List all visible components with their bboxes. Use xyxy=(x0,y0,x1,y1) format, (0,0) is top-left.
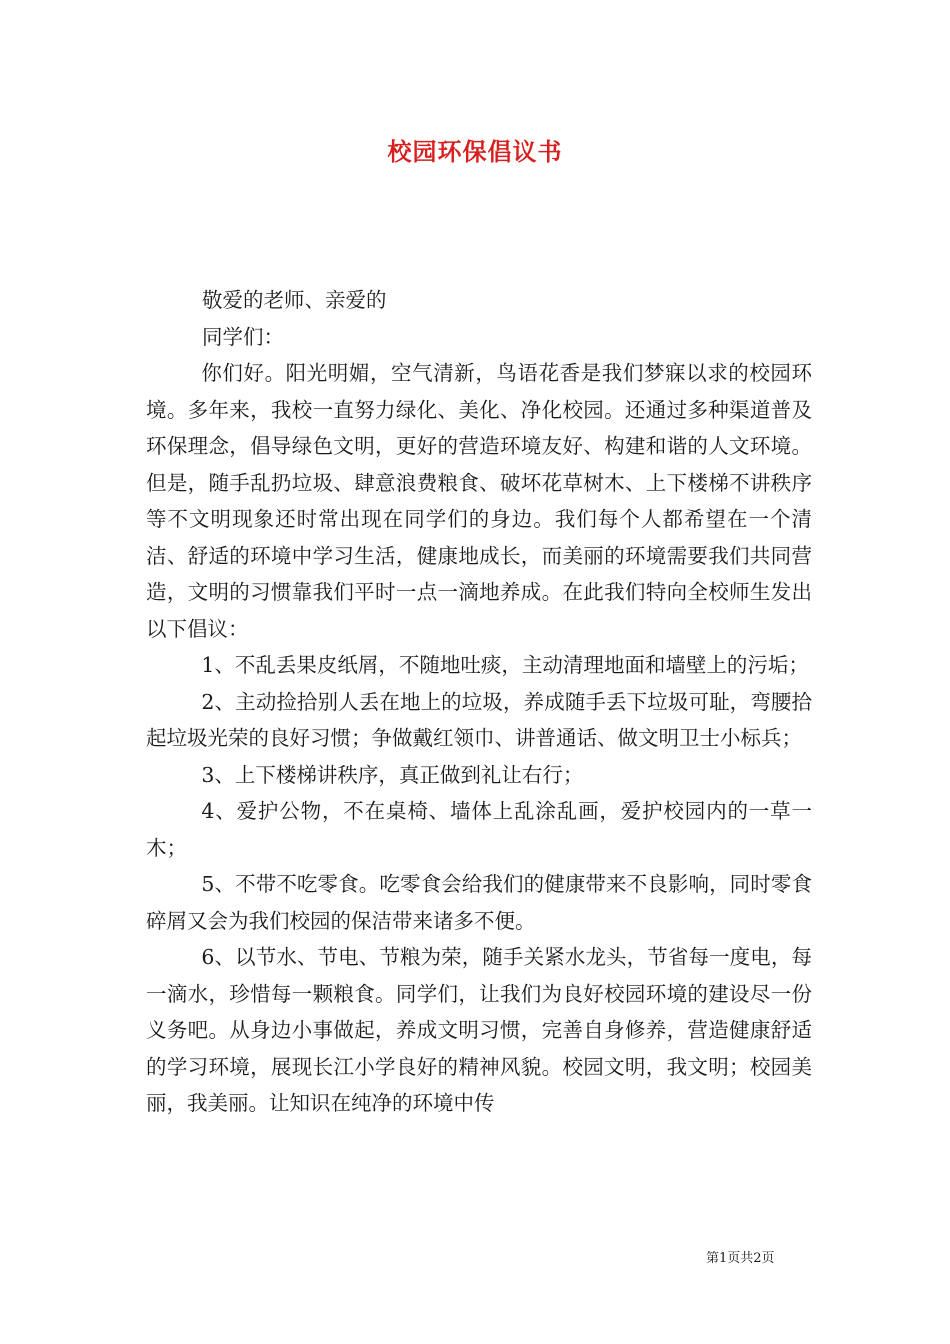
proposal-item-3: 3、上下楼梯讲秩序，真正做到礼让右行； xyxy=(201,762,584,787)
paragraph-intro: 你们好。阳光明媚，空气清新，鸟语花香是我们梦寐以求的校园环境。多年来，我校一直努力绿化、美化、净化校园。还通过多种渠道普及环保理念，倡导绿色文明，更好的营造环境友好、构建和谐的人文环境。但是，随手乱扔垃圾、肆意浪费粮食、破坏花草树木、上下楼梯不讲秩序等不文明现象还时常出现在同学们的身边。我们每个人都希望在一个清洁、舒适的环境中学习生活，健康地成长，而美丽的环境需要我们共同营造，文明的习惯靠我们平时一点一滴地养成。在此我们特向全校师生发出以下倡议： xyxy=(146,361,812,641)
document-title: 校园环保倡议书 xyxy=(387,137,563,166)
salutation-line-2: 同学们： xyxy=(202,324,284,349)
proposal-item-1: 1、不乱丢果皮纸屑，不随地吐痰，主动清理地面和墙壁上的污垢； xyxy=(201,653,809,677)
document-body xyxy=(146,282,812,1122)
proposal-item-2: 2、主动捡拾别人丢在地上的垃圾，养成随手丢下垃圾可耻，弯腰拾起垃圾光荣的良好习惯；争做戴红领巾、讲普通话、做文明卫士小标兵； xyxy=(146,689,812,750)
page-indicator: 第1页共2页 xyxy=(706,1251,775,1266)
proposal-item-6: 6、以节水、节电、节粮为荣，随手关紧水龙头，节省每一度电，每一滴水，珍惜每一颗粮食。同学们，让我们为良好校园环境的建设尽一份义务吧。从身边小事做起，养成文明习惯，完善自身修养，营造健康舒适的学习环境，展现长江小学良好的精神风貌。校园文明，我文明；校园美丽，我美丽。让知识在纯净的环境中传 xyxy=(146,945,812,1115)
proposal-item-5: 5、不带不吃零食。吃零食会给我们的健康带来不良影响，同时零食碎屑又会为我们校园的保洁带来诸多不便。 xyxy=(146,872,812,933)
salutation-line-1: 敬爱的老师、亲爱的 xyxy=(202,288,387,312)
proposal-item-4: 4、爱护公物，不在桌椅、墙体上乱涂乱画，爱护校园内的一草一木； xyxy=(146,799,812,860)
